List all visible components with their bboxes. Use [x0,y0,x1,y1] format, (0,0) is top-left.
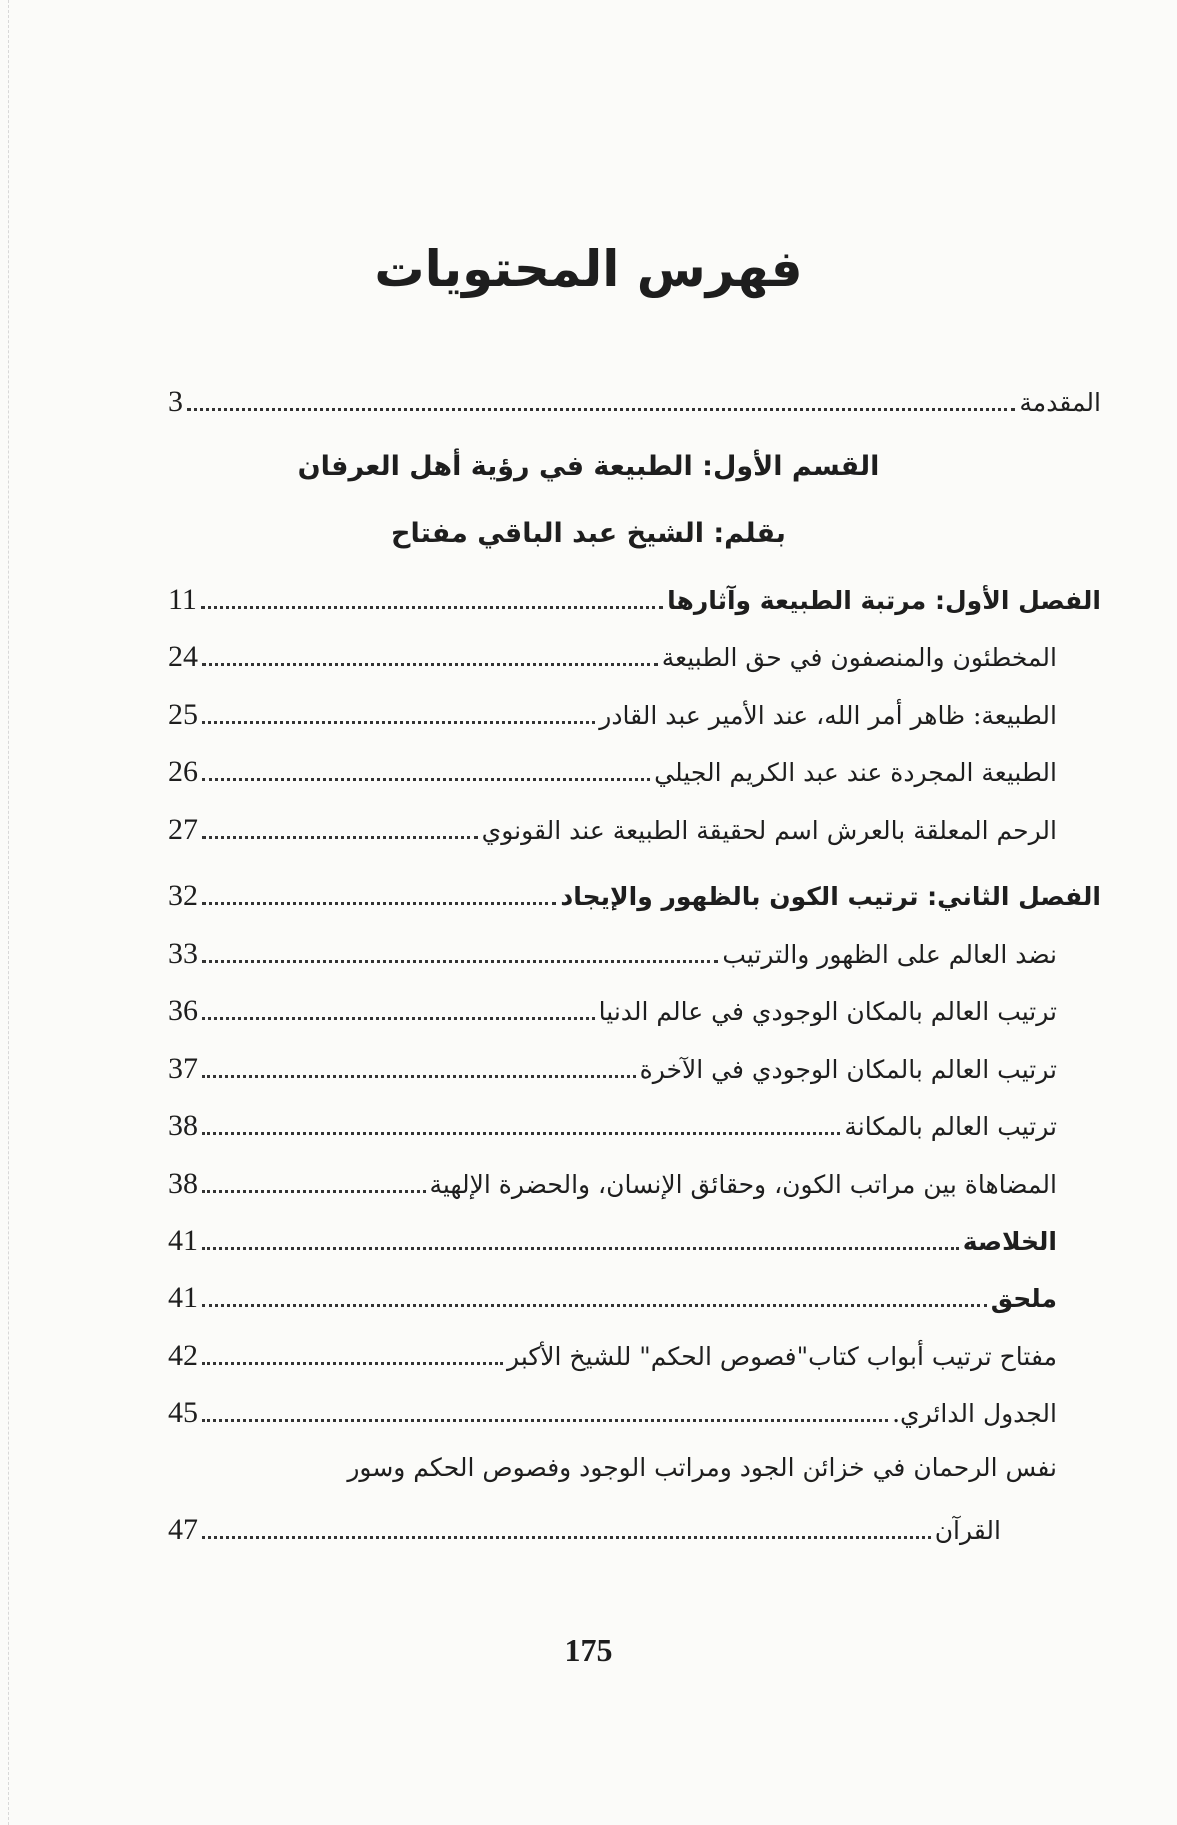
dot-leader [202,1132,840,1135]
dot-leader [202,1304,987,1307]
dot-leader [202,778,650,781]
toc-entry-text: الجدول الدائري. [892,1399,1057,1428]
toc-entry[interactable] [168,695,1057,735]
toc-entry[interactable] [168,1278,1057,1318]
toc-entry[interactable] [168,382,1101,422]
toc-entry-text: ترتيب العالم بالمكانة [844,1112,1057,1141]
toc-entry-text: الفصل الثاني: ترتيب الكون بالظهور والإيجاد [560,882,1101,911]
toc-page-number: 32 [168,879,198,912]
toc-entry-text: المقدمة [1019,388,1101,417]
dot-leader [201,606,663,609]
toc-page-number: 38 [168,1109,198,1142]
section-heading: القسم الأول: الطبيعة في رؤية أهل العرفان [297,451,880,482]
dot-leader [202,836,478,839]
toc-page-number: 26 [168,755,198,788]
toc-entry[interactable] [168,1106,1057,1146]
dot-leader [202,960,718,963]
toc-entry[interactable] [168,752,1057,792]
toc-entry[interactable] [168,1049,1057,1089]
toc-page-number: 47 [168,1513,198,1546]
dot-leader [202,1190,426,1193]
toc-page-number: 33 [168,937,198,970]
toc-entry[interactable] [168,1221,1057,1261]
dot-leader [202,1536,931,1539]
toc-entry-text: المضاهاة بين مراتب الكون، وحقائق الإنسان، والحضرة الإلهية [429,1170,1057,1199]
toc-entry-text: الخلاصة [962,1227,1057,1256]
toc-page-number: 3 [168,385,183,418]
dot-leader [202,1075,636,1078]
toc-entry-text: الفصل الأول: مرتبة الطبيعة وآثارها [667,586,1101,615]
toc-page-number: 41 [168,1224,198,1257]
toc-page-number: 38 [168,1167,198,1200]
dot-leader [202,721,595,724]
toc-entry[interactable] [168,1164,1057,1204]
toc-entry[interactable] [168,580,1101,620]
dot-leader [202,1362,503,1365]
dot-leader [202,1017,595,1020]
dot-leader [202,1419,888,1422]
toc-entry[interactable] [168,1336,1057,1376]
toc-entry-text: نفس الرحمان في خزائن الجود ومراتب الوجود وفصوص الحكم وسور [347,1453,1057,1482]
toc-entry[interactable] [168,637,1057,677]
toc-entry[interactable] [168,991,1057,1031]
dot-leader [202,902,556,905]
toc-page-number: 24 [168,640,198,673]
toc-entry-text: ترتيب العالم بالمكان الوجودي في الآخرة [639,1055,1057,1084]
toc-entry-text: ملحق [990,1284,1057,1313]
toc-page-number: 42 [168,1339,198,1372]
toc-page-number: 37 [168,1052,198,1085]
page-number: 175 [564,1632,613,1668]
toc-page-number: 25 [168,698,198,731]
dot-leader [202,663,658,666]
toc-entry-text: ترتيب العالم بالمكان الوجودي في عالم الدنيا [598,997,1057,1026]
dot-leader [187,408,1015,411]
toc-entry[interactable] [168,1510,1001,1550]
toc-page-number: 41 [168,1281,198,1314]
toc-entry-text: الرحم المعلقة بالعرش اسم لحقيقة الطبيعة عند القونوي [481,816,1057,845]
toc-entry-text: المخطئون والمنصفون في حق الطبيعة [661,643,1057,672]
toc-entry[interactable] [168,934,1057,974]
toc-page-number: 27 [168,813,198,846]
toc-entry[interactable] [168,876,1101,916]
toc-entry-text: مفتاح ترتيب أبواب كتاب"فصوص الحكم" للشيخ الأكبر [507,1342,1057,1371]
dot-leader [202,1247,959,1250]
toc-page-number: 36 [168,994,198,1027]
section-heading: بقلم: الشيخ عبد الباقي مفتاح [391,518,786,549]
toc-page-number: 11 [168,583,197,616]
page-title: فهرس المحتويات [374,240,803,298]
toc-entry-text: الطبيعة: ظاهر أمر الله، عند الأمير عبد القادر [599,701,1057,730]
toc-entry-text: القرآن [934,1516,1001,1545]
toc-entry-text: نضد العالم على الظهور والترتيب [722,940,1057,969]
toc-entry[interactable] [168,810,1057,850]
toc-page-number: 45 [168,1396,198,1429]
toc-entry[interactable] [168,1393,1057,1433]
toc-entry-text: الطبيعة المجردة عند عبد الكريم الجيلي [654,758,1057,787]
